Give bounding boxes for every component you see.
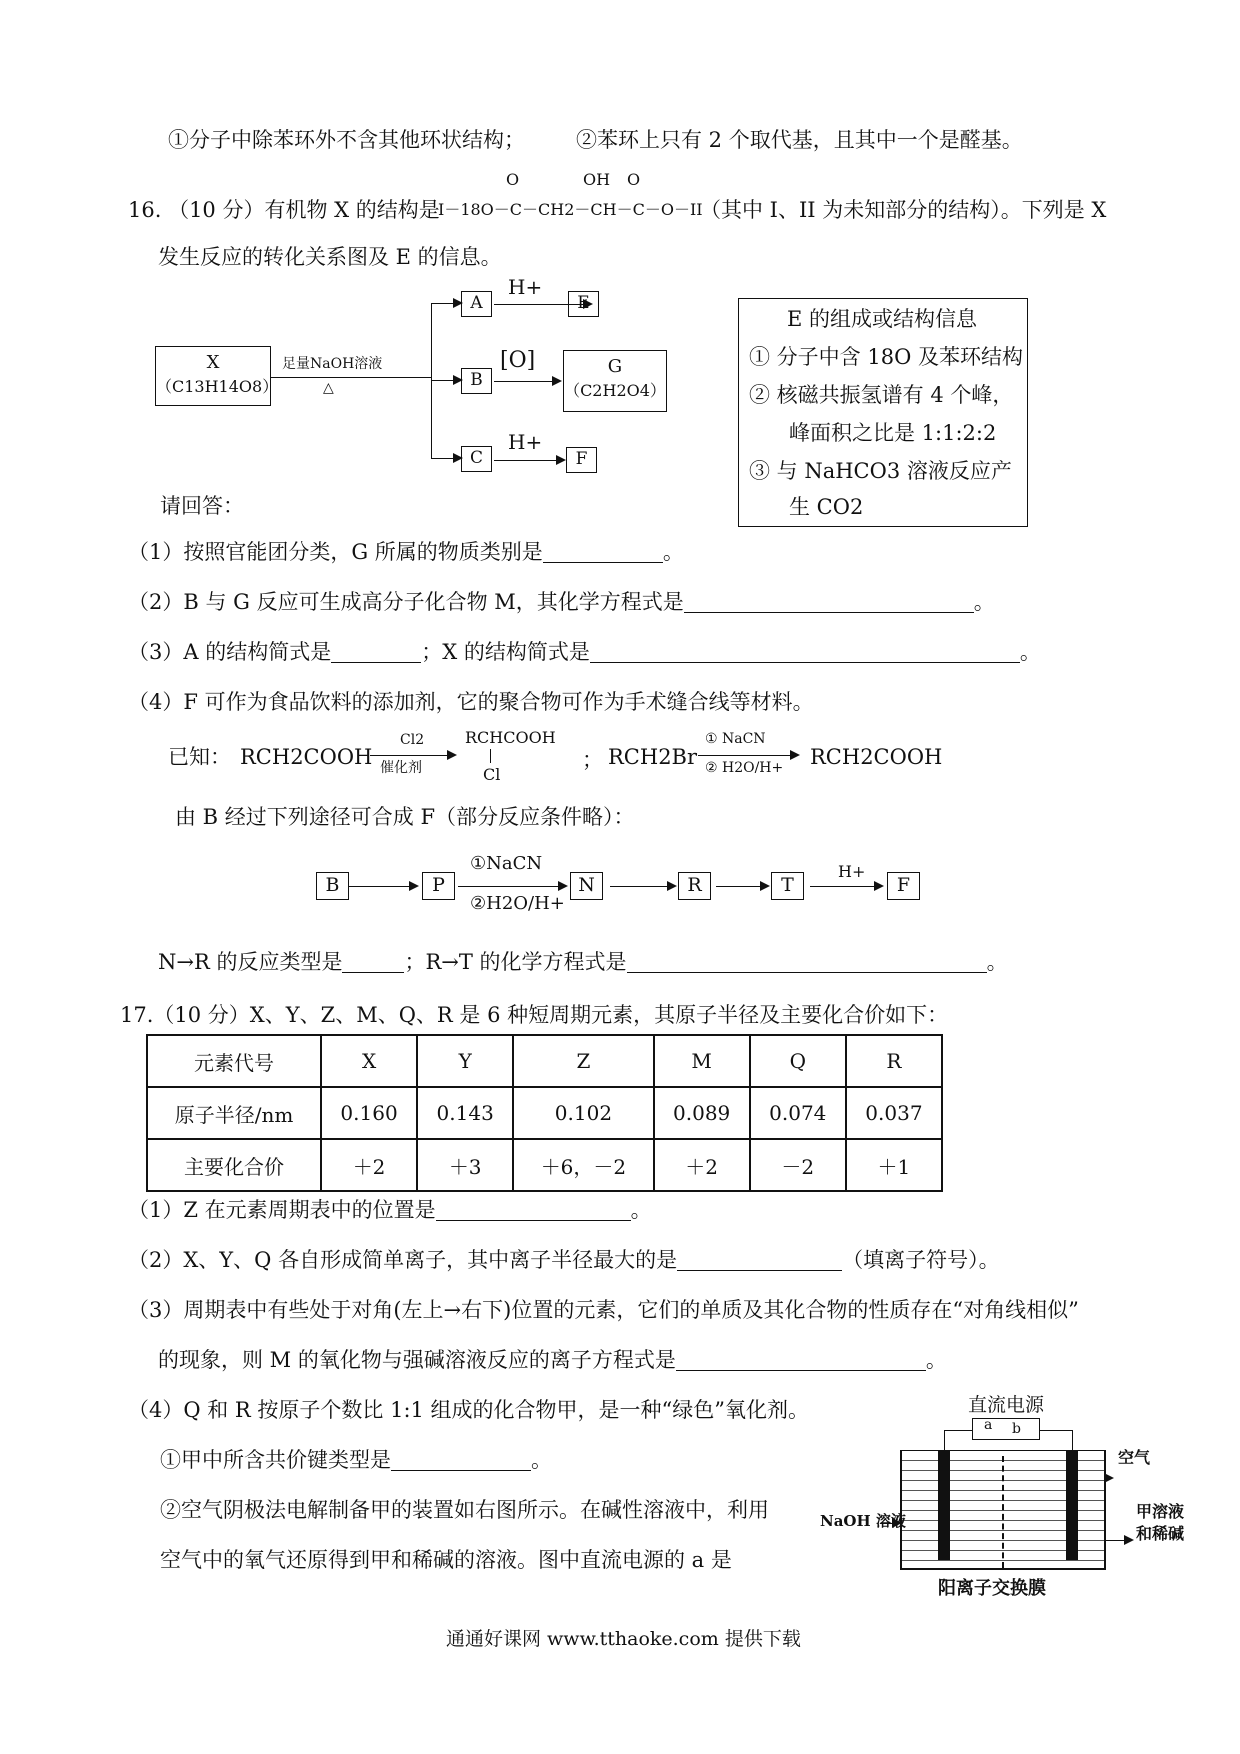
answer-blank[interactable] [676,1349,926,1371]
naoh-inlet-arrow [880,1523,900,1524]
q17-part4-1-text: ①甲中所含共价键类型是 [160,1448,391,1472]
q16-intro-end: 发生反应的转化关系图及 E 的信息。 [158,245,502,269]
air-label: 空气 [1118,1448,1151,1467]
e-info-item-3a: ③ 与 NaHCO3 溶液反应产 [749,459,1012,483]
answer-blank[interactable] [543,541,663,563]
element-table [146,1034,943,1192]
outlet-label-2: 和稀碱 [1136,1524,1185,1543]
route-arrow-tf [810,886,882,887]
answer-blank[interactable] [677,1249,842,1271]
compound-x-box [155,346,279,406]
q16-part2 [128,590,995,615]
known-r1-cl: Cl [483,765,501,784]
q16-part3-text: （3）A 的结构简式是 [128,640,332,664]
q17-part2-end: （填离子符号）。 [842,1248,1000,1272]
compound-g-box [563,350,667,412]
table-cell: ＋6，－2 [513,1139,653,1191]
known-separator: ； [582,748,603,772]
known-r1-catalyst: 催化剂 [380,760,422,776]
compound-b-box: B [461,368,492,394]
arrow-to-b [431,380,461,381]
nr-end: 。 [986,950,1008,974]
q16-part3-end: 。 [1019,640,1041,664]
answer-blank[interactable] [391,1449,531,1471]
q17-part3-end: 。 [925,1348,947,1372]
e-info-item-1: ① 分子中含 18O 及苯环结构 [749,345,1023,369]
main-line [271,377,431,378]
table-header-cell: X [321,1035,417,1087]
known-label: 已知： [168,745,231,769]
known-r2-reagent2: ② H2O/H+ [705,760,784,776]
answer-blank[interactable] [436,1199,631,1221]
footer-text: 通通好课网 www.tthaoke.com 提供下载 [446,1628,801,1650]
compound-x-formula: （C13H14O8） [156,377,279,396]
membrane-label: 阳离子交换膜 [938,1578,1046,1599]
route-arrow-pn [458,886,566,887]
q17-part3-text: 的现象，则 M 的氧化物与强碱溶液反应的离子方程式是 [158,1348,676,1372]
known-r2-product: RCH2COOH [810,745,943,769]
compound-g-formula: （C2H2O4） [564,381,666,400]
table-header-cell: M [654,1035,750,1087]
q16-nr-line [158,950,1008,975]
known-r1-reactant: RCH2COOH [240,745,373,769]
condition-1: ①分子中除苯环外不含其他环状结构； [168,128,525,152]
arrow-to-c [431,458,461,459]
e-info-title: E 的组成或结构信息 [787,307,978,331]
compound-a-box: A [461,291,492,317]
answer-blank[interactable] [342,951,404,973]
outlet-arrow [1106,1540,1132,1541]
table-header-cell: Z [513,1035,653,1087]
oxidation-label: [O] [500,348,536,373]
condition-2: ②苯环上只有 2 个取代基，且其中一个是醛基。 [576,128,1023,152]
q17-part3: （3）周期表中有些处于对角(左上→右下)位置的元素，它们的单质及其化合物的性质存在“对角线相似” [128,1298,1079,1322]
compound-g-label: G [607,356,623,377]
route-r-box: R [678,872,711,900]
q16-part4: （4）F 可作为食品饮料的添加剂，它的聚合物可作为手术缝合线等材料。 [128,690,814,714]
table-cell: 0.160 [321,1087,417,1139]
naoh-reagent: 足量NaOH溶液 [282,356,383,372]
q16-intro-start: 16. （10 分）有机物 X 的结构是 [128,198,440,222]
compound-f-box: F [566,447,597,473]
acid-label-ae: H+ [508,275,543,299]
known-r2-reactant: RCH2Br [608,745,698,769]
route-arrow-bp [349,886,417,887]
wire-right-down [1072,1430,1073,1452]
q17-part1 [128,1198,652,1223]
table-cell: 主要化合价 [147,1139,321,1191]
q17-part4-1-end: 。 [531,1448,552,1472]
table-cell: 0.037 [846,1087,942,1139]
route-intro: 由 B 经过下列途径可合成 F（部分反应条件略）： [175,805,635,829]
q17-part2-text: （2）X、Y、Q 各自形成简单离子，其中离子半径最大的是 [128,1248,678,1272]
rt-text: ；R→T 的化学方程式是 [404,950,627,974]
table-cell: ＋3 [417,1139,513,1191]
q17-part3-cont [158,1348,947,1373]
table-cell: 原子半径/nm [147,1087,321,1139]
answer-blank[interactable] [590,641,1020,663]
compound-c-box: C [461,446,492,472]
wire-left-down [944,1430,945,1452]
table-cell: ＋1 [846,1139,942,1191]
q17-part4: （4）Q 和 R 按原子个数比 1:1 组成的化合物甲，是一种“绿色”氧化剂。 [128,1398,810,1422]
q17-part4-1 [160,1448,552,1473]
terminal-b: b [1012,1421,1021,1437]
e-info-box [738,298,1028,527]
table-cell: 0.102 [513,1087,653,1139]
table-cell: ＋2 [321,1139,417,1191]
e-info-item-2a: ② 核磁共振氢谱有 4 个峰， [749,383,1014,407]
table-row [147,1139,942,1191]
q17-part1-end: 。 [630,1198,652,1222]
known-r2-arrow [698,755,798,756]
q17-part4-2: ②空气阴极法电解制备甲的装置如右图所示。在碱性溶液中，利用 [160,1498,769,1522]
q16-part2-text: （2）B 与 G 反应可生成高分子化合物 M，其化学方程式是 [128,590,684,614]
please-answer: 请回答： [160,494,244,518]
heat-symbol: △ [323,380,334,396]
naoh-inlet-label: NaOH 溶液 [820,1512,906,1530]
q16-part3-mid: ；X 的结构简式是 [421,640,590,664]
q16-part1 [128,540,684,565]
wire-right [1040,1430,1072,1431]
known-r1-arrow [370,755,455,756]
hydroxyl-oh: OH [583,170,611,189]
nr-text: N→R 的反应类型是 [158,950,343,974]
q17-part2 [128,1248,1000,1273]
q17-part1-text: （1）Z 在元素周期表中的位置是 [128,1198,436,1222]
table-cell: 0.089 [654,1087,750,1139]
table-header-row [147,1035,942,1087]
structure-formula: I－18O－C－CH2－CH－C－O－II [438,200,703,219]
arrow-c-f [494,460,564,461]
q17-intro: 17.（10 分）X、Y、Z、M、Q、R 是 6 种短周期元素，其原子半径及主要化合价如下： [120,1003,949,1027]
table-cell: －2 [750,1139,846,1191]
table-cell: ＋2 [654,1139,750,1191]
outlet-label-1: 甲溶液 [1136,1502,1185,1521]
q16-part1-end: 。 [662,540,684,564]
e-info-item-2b: 峰面积之比是 1:1:2:2 [789,421,997,445]
power-supply-box [972,1418,1040,1440]
route-acid: H+ [838,862,866,881]
e-info-item-3b: 生 CO2 [789,495,864,519]
wire-left [944,1430,972,1431]
route-arrow-nr [610,886,675,887]
table-header-cell: Y [417,1035,513,1087]
table-row [147,1087,942,1139]
q16-intro-cont: （其中 I、II 为未知部分的结构）。下列是 X [700,198,1107,222]
known-r1-product: RCHCOOH [465,728,556,747]
table-header-cell: R [846,1035,942,1087]
electrode-right [1066,1450,1078,1560]
table-header-cell: 元素代号 [147,1035,321,1087]
answer-blank[interactable] [684,591,974,613]
route-b-box: B [316,872,349,900]
q17-part4-2-cont: 空气中的氧气还原得到甲和稀碱的溶液。图中直流电源的 a 是 [160,1548,732,1572]
q16-part2-end: 。 [973,590,995,614]
table-header-cell: Q [750,1035,846,1087]
cation-membrane [1002,1456,1004,1568]
q16-part3 [128,640,1041,665]
answer-blank[interactable] [331,641,421,663]
known-r1-reagent: Cl2 [400,732,425,748]
answer-blank[interactable] [627,951,987,973]
route-hydrolysis: ②H2O/H+ [470,893,565,914]
route-p-box: P [422,872,455,900]
terminal-a: a [984,1417,993,1433]
table-cell: 0.074 [750,1087,846,1139]
acid-label-cf: H+ [508,430,543,454]
electrode-left [938,1450,950,1560]
route-t-box: T [771,872,804,900]
known-r2-reagent1: ① NaCN [705,731,766,747]
route-n-box: N [570,872,603,900]
carbonyl-o2: O [627,170,641,189]
carbonyl-o1: O [506,170,520,189]
table-cell: 0.143 [417,1087,513,1139]
arrow-to-a [431,303,461,304]
arrow-b-g [494,381,560,382]
route-nacn: ①NaCN [470,853,543,874]
q16-part1-text: （1）按照官能团分类，G 所属的物质类别是 [128,540,543,564]
route-arrow-rt [716,886,768,887]
power-supply-label: 直流电源 [968,1394,1045,1416]
compound-e-box: E [568,291,599,317]
known-r1-bond [490,749,491,763]
compound-x-label: X [206,352,220,373]
route-f-box: F [887,872,920,900]
